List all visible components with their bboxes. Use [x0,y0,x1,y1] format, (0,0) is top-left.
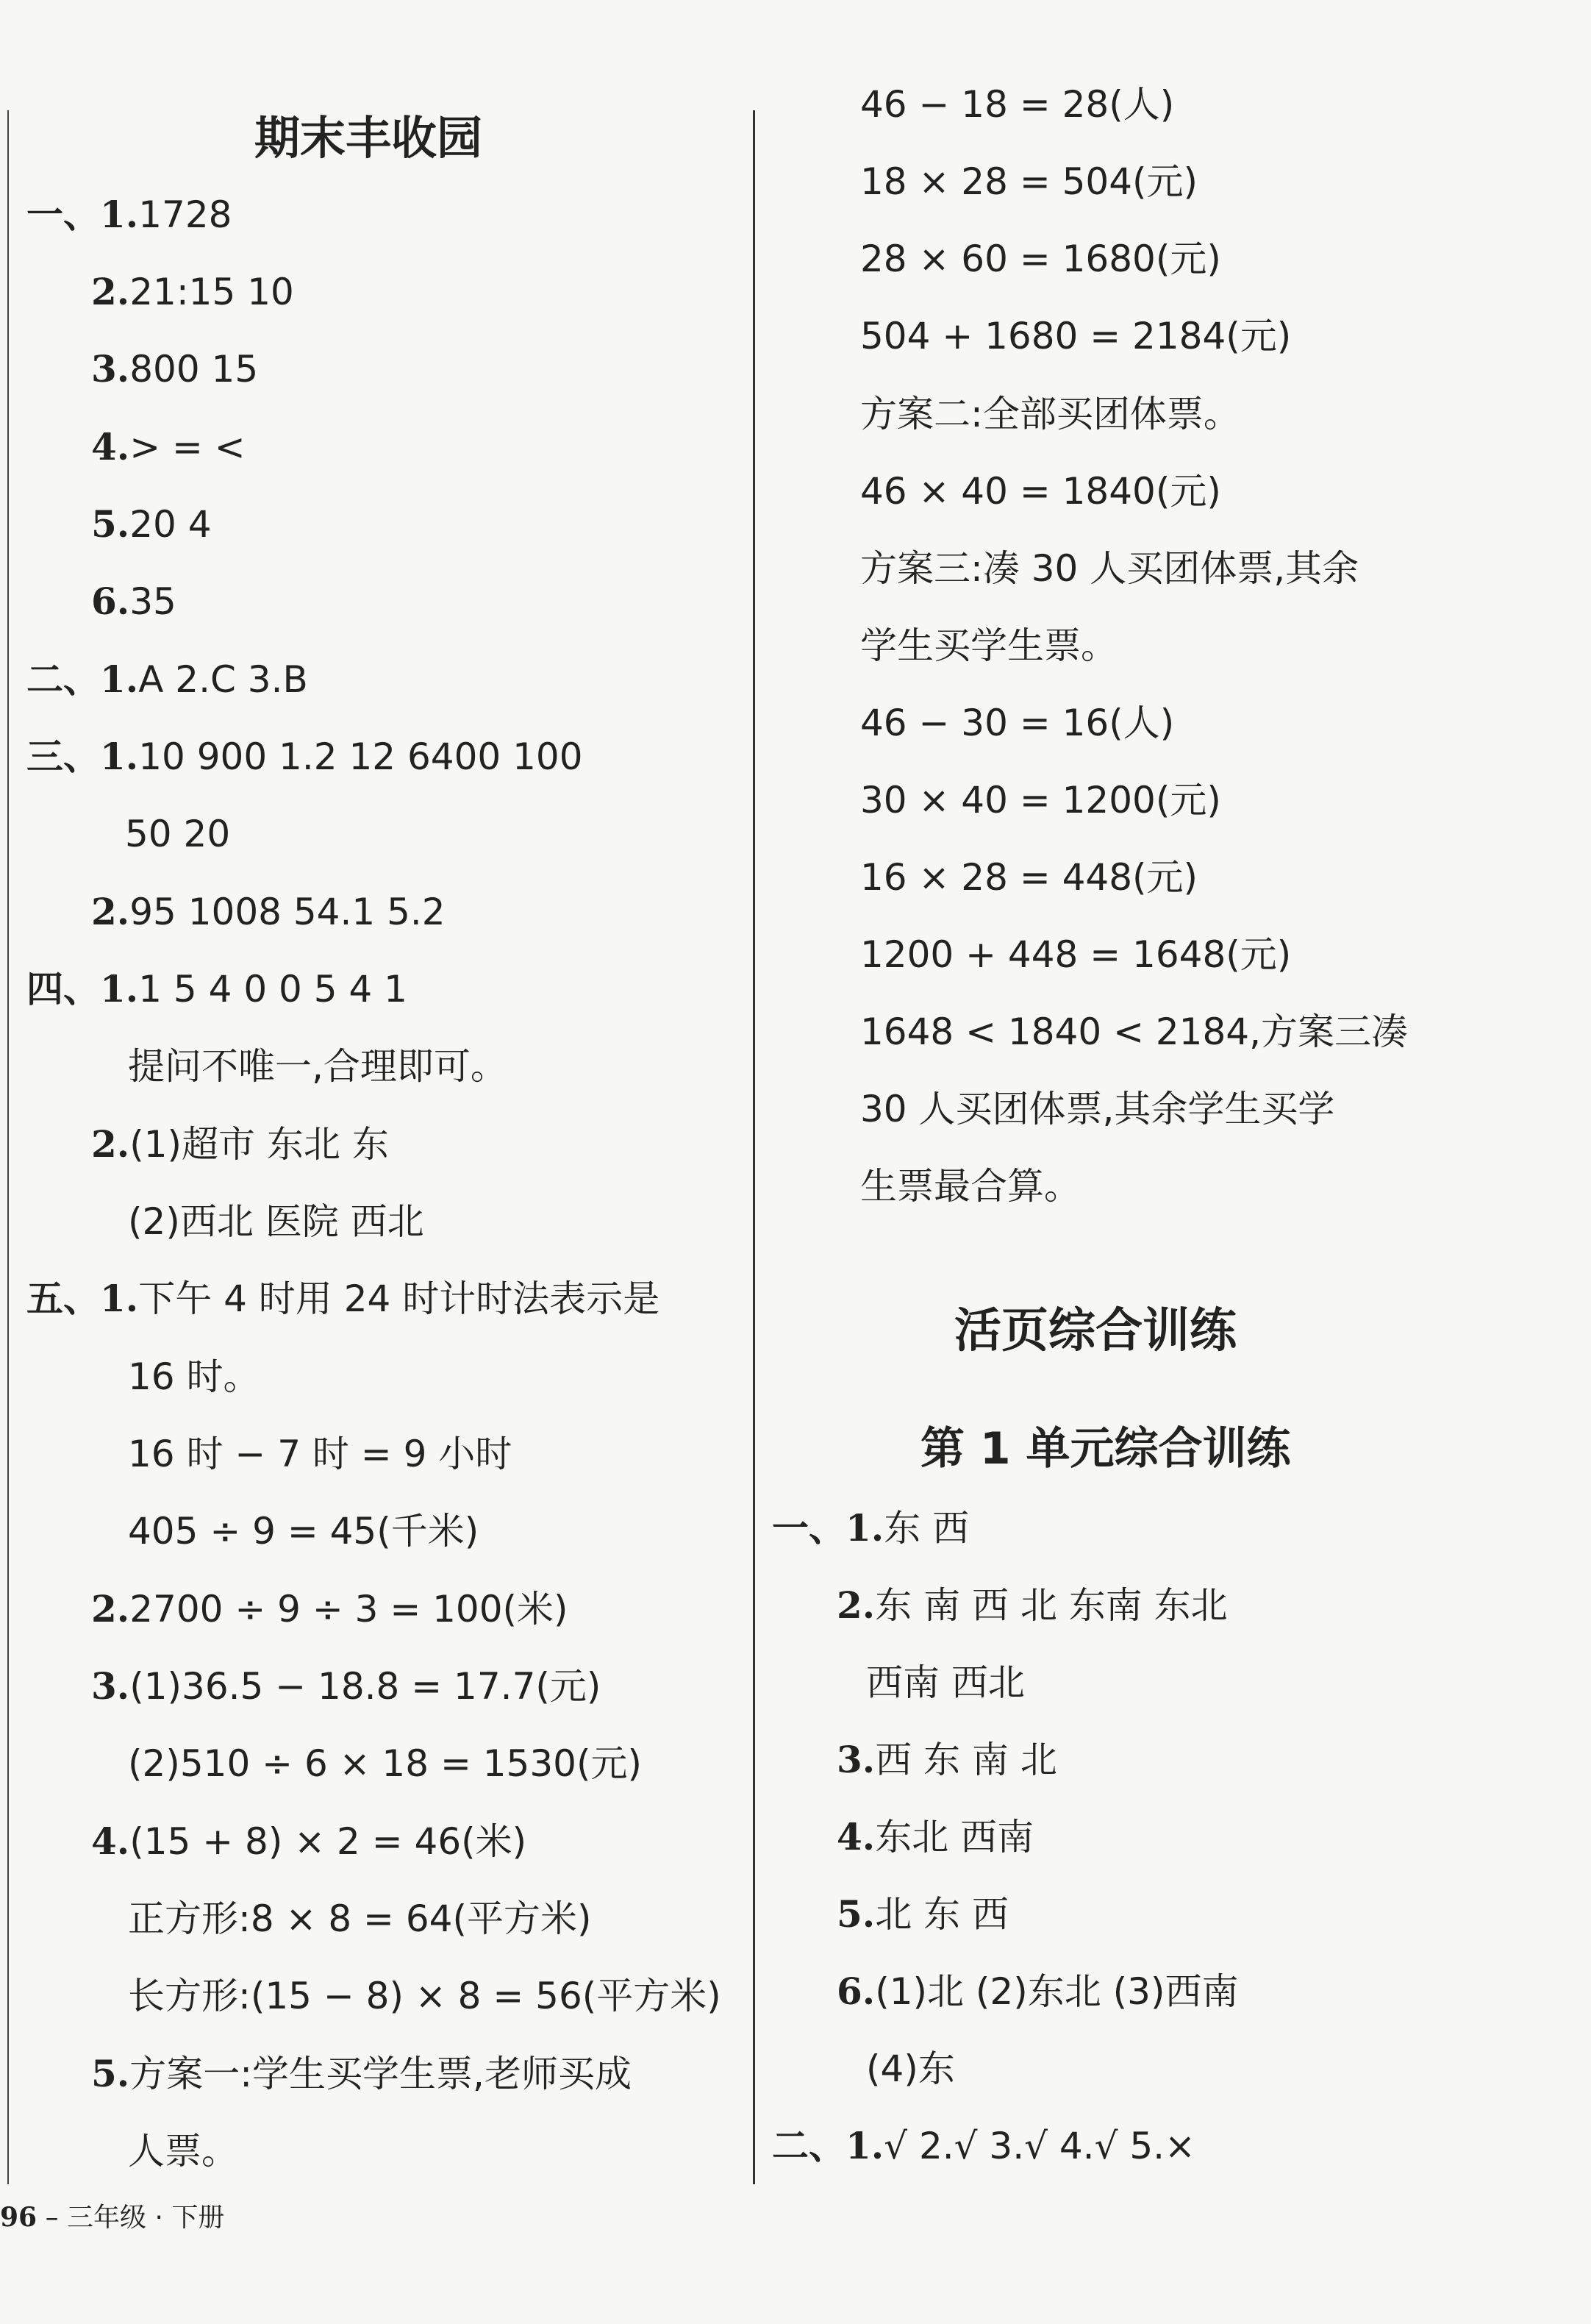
unit-answer-line [772,1506,969,1550]
answer-text: 东 南 西 北 东南 东北 [875,1584,1228,1627]
answer-line [26,1277,659,1321]
answer-line [860,778,1221,822]
answer-text: 18 × 28 = 504(元) [860,160,1198,203]
answer-text: 西 东 南 北 [875,1739,1057,1781]
answer-text: A 2.C 3.B [138,658,308,701]
item-number: 2. [91,1122,130,1166]
answer-text: 1648 < 1840 < 2184,方案三凑 [860,1010,1408,1053]
answer-text: 下午 4 时用 24 时计时法表示是 [138,1277,660,1320]
unit-answer-line [837,1583,1228,1628]
answer-line [860,855,1198,899]
answer-text: 提问不唯一,合理即可。 [128,1045,507,1088]
answer-line [91,890,446,934]
answer-line [91,1819,526,1864]
item-number: 2. [91,890,130,933]
answer-line [860,469,1221,513]
answer-line [860,933,1291,977]
answer-text: (15 + 8) × 2 = 46(米) [129,1820,527,1863]
answer-text: 西南 西北 [866,1661,1025,1704]
unit-title: 第 1 单元综合训练 [920,1423,1291,1475]
answer-line [860,701,1174,745]
item-number: 二、1. [26,657,139,701]
answer-text: 16 时 − 7 时 = 9 小时 [128,1433,512,1475]
answer-text: 人票。 [128,2130,238,2172]
page-footer [0,2199,224,2236]
answer-line [860,82,1174,126]
answer-text: 46 − 30 = 16(人) [860,702,1175,744]
answer-text: 16 时。 [128,1355,260,1398]
answer-line [125,812,230,856]
item-number: 四、1. [26,967,139,1010]
answer-text: 正方形:8 × 8 = 64(平方米) [128,1897,592,1940]
answer-text: 405 ÷ 9 = 45(千米) [128,1510,479,1553]
answer-text: 46 − 18 = 28(人) [860,83,1175,126]
answer-line [860,314,1291,358]
answer-text: 30 人买团体票,其余学生买学 [860,1088,1335,1130]
answer-line [860,237,1221,281]
section-title-final: 期末丰收园 [254,111,483,165]
unit-answer-line [772,2124,1195,2168]
answer-text: (2)西北 医院 西北 [128,1200,424,1243]
answer-line [91,270,294,314]
answer-text: 1 5 4 0 0 5 4 1 [138,968,407,1010]
unit-answer-line [837,1970,1238,2014]
item-number: 三、1. [26,735,139,778]
page-border-left [7,110,9,2184]
answer-text: 30 × 40 = 1200(元) [860,779,1221,821]
answer-line [128,1897,591,1941]
item-number: 3. [837,1738,876,1781]
footer-label: 三年级 · 下册 [67,2203,225,2233]
item-number: 5. [91,502,130,546]
unit-answer-line [837,1738,1057,1782]
item-number: 五、1. [26,1277,139,1320]
unit-answer-line [866,2047,955,2091]
item-number: 4. [91,425,130,468]
answer-text: (1)超市 东北 东 [129,1123,389,1166]
answer-line [128,1974,721,2018]
answer-text: 东北 西南 [875,1816,1034,1858]
answer-text: 10 900 1.2 12 6400 100 [138,735,583,778]
answer-text: 方案三:凑 30 人买团体票,其余 [860,547,1359,590]
answer-line [860,160,1198,204]
item-number: 二、1. [772,2124,884,2167]
item-number: 一、1. [772,1506,884,1550]
answer-line [26,657,308,702]
answer-line [860,546,1359,591]
answer-text: √ 2.√ 3.√ 4.√ 5.× [884,2125,1195,2167]
item-number: 5. [91,2052,130,2095]
answer-line [91,1664,601,1708]
answer-line [91,502,212,546]
section-title-activity: 活页综合训练 [954,1304,1237,1358]
answer-line [128,1355,260,1399]
item-number: 2. [91,270,130,313]
answer-line [91,2052,632,2096]
answer-line [128,1742,642,1786]
answer-line [128,1509,479,1553]
answer-text: (2)510 ÷ 6 × 18 = 1530(元) [128,1742,642,1785]
item-number: 6. [91,580,130,623]
answer-text: 95 1008 54.1 5.2 [129,891,446,933]
answer-text: 28 × 60 = 1680(元) [860,238,1221,280]
answer-text: 方案二:全部买团体票。 [860,393,1240,435]
answer-text: 1728 [138,193,232,236]
answer-line [860,624,1118,668]
answer-text: 21:15 10 [129,271,294,313]
answer-line [91,425,246,469]
answer-line [91,347,258,391]
answer-text: 46 × 40 = 1840(元) [860,470,1221,513]
answer-text: 800 15 [129,348,259,391]
answer-text: 长方形:(15 − 8) × 8 = 56(平方米) [128,1975,721,2017]
answer-line [91,1122,389,1166]
answer-text: (1)北 (2)东北 (3)西南 [875,1970,1239,2013]
answer-line [860,1087,1334,1131]
answer-text: 50 20 [125,813,231,855]
answer-text: 16 × 28 = 448(元) [860,856,1198,899]
answer-text: (4)东 [866,2047,955,2090]
answer-line [26,193,232,237]
page-number: 96 [0,2202,37,2233]
item-number: 4. [91,1819,130,1863]
unit-answer-line [837,1815,1034,1859]
column-divider [753,110,755,2184]
unit-answer-line [837,1892,1009,1936]
answer-line [128,1200,424,1244]
answer-text: 1200 + 448 = 1648(元) [860,933,1292,976]
answer-text: 方案一:学生买学生票,老师买成 [129,2053,632,2095]
answer-line [860,392,1240,436]
item-number: 3. [91,1664,130,1708]
item-number: 2. [837,1583,876,1627]
answer-text: 504 + 1680 = 2184(元) [860,315,1292,357]
answer-text: 学生买学生票。 [860,624,1118,667]
answer-line [128,2129,238,2173]
answer-line [91,1587,568,1631]
answer-line [91,580,176,624]
answer-line [128,1044,507,1088]
answer-text: > = < [129,426,246,468]
answer-line [860,1164,1081,1208]
answer-line [860,1010,1408,1054]
item-number: 5. [837,1892,876,1936]
item-number: 3. [91,347,130,391]
answer-line [26,967,407,1011]
answer-text: 2700 ÷ 9 ÷ 3 = 100(米) [129,1588,568,1630]
answer-text: 20 4 [129,503,212,546]
item-number: 2. [91,1587,130,1630]
answer-text: 生票最合算。 [860,1165,1081,1208]
item-number: 6. [837,1970,876,2013]
answer-text: 东 西 [884,1507,970,1550]
footer-dash: – [45,2203,68,2233]
answer-line [128,1432,512,1476]
item-number: 一、1. [26,193,139,236]
answer-text: 北 东 西 [875,1893,1009,1936]
answer-line [26,735,583,779]
answer-text: 35 [129,580,176,623]
item-number: 4. [837,1815,876,1858]
answer-text: (1)36.5 − 18.8 = 17.7(元) [129,1665,601,1708]
unit-answer-line [866,1661,1025,1705]
